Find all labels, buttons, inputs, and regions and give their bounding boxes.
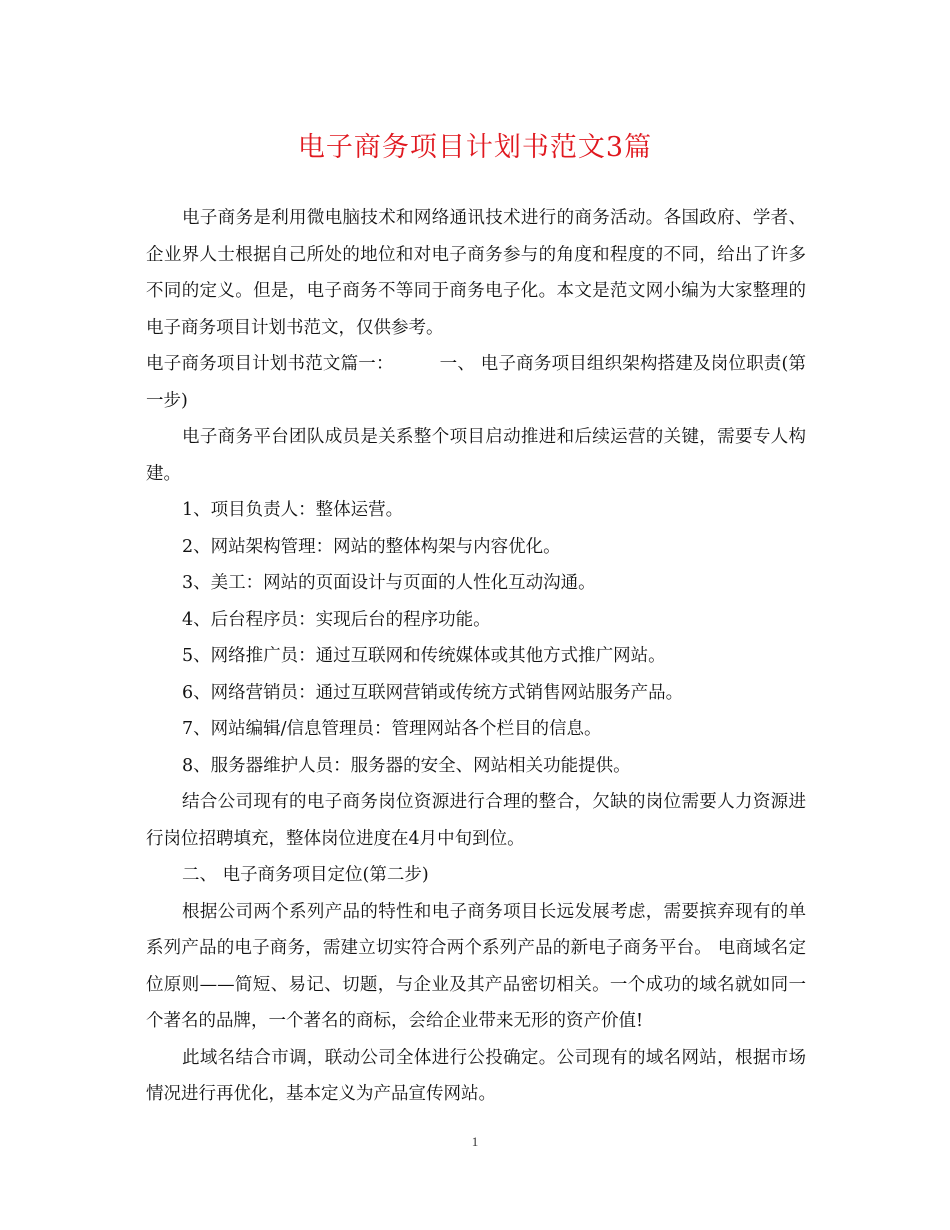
list-item: 2、网站架构管理：网站的整体构架与内容优化。 bbox=[182, 536, 561, 557]
page-number: 1 bbox=[471, 1134, 479, 1149]
section-heading-part-one: 电子商务项目计划书范文篇一： 一、 电子商务项目组织架构搭建及岗位职责(第一步) bbox=[146, 354, 806, 411]
positioning-paragraph: 根据公司两个系列产品的特性和电子商务项目长远发展考虑，需要摈弃现有的单系列产品的电子商务，需建立切实符合两个系列产品的新电子商务平台。 电商域名定位原则——简短、易记、切题，与企业及其产品密切相关。一个成功的域名就如同一个著名的品牌，一个著名的商标，会给企业带来无形的资产价值! bbox=[146, 901, 806, 1031]
list-item: 4、后台程序员：实现后台的程序功能。 bbox=[182, 609, 491, 630]
list-item: 1、项目负责人：整体运营。 bbox=[182, 500, 404, 520]
document-title: 电子商务项目计划书范文3篇 bbox=[297, 132, 653, 163]
list-item: 7、网站编辑/信息管理员：管理网站各个栏目的信息。 bbox=[182, 719, 602, 739]
section-heading-part-two: 二、 电子商务项目定位(第二步) bbox=[182, 865, 429, 885]
domain-paragraph: 此域名结合市调，联动公司全体进行公投确定。公司现有的域名网站，根据市场情况进行再优化，基本定义为产品宣传网站。 bbox=[146, 1047, 806, 1104]
document-body bbox=[146, 200, 806, 1113]
staffing-paragraph: 结合公司现有的电子商务岗位资源进行合理的整合，欠缺的岗位需要人力资源进行岗位招聘填充，整体岗位进度在4月中旬到位。 bbox=[146, 792, 806, 849]
list-item: 6、网络营销员：通过互联网营销或传统方式销售网站服务产品。 bbox=[182, 682, 684, 703]
intro-paragraph: 电子商务是利用微电脑技术和网络通讯技术进行的商务活动。各国政府、学者、企业界人士根据自己所处的地位和对电子商务参与的角度和程度的不同，给出了许多不同的定义。但是，电子商务不等同于商务电子化。本文是范文网小编为大家整理的电子商务项目计划书范文，仅供参考。 bbox=[146, 208, 806, 338]
list-item: 5、网络推广员：通过互联网和传统媒体或其他方式推广网站。 bbox=[182, 646, 666, 666]
list-item: 3、美工：网站的页面设计与页面的人性化互动沟通。 bbox=[182, 573, 596, 593]
team-paragraph: 电子商务平台团队成员是关系整个项目启动推进和后续运营的关键，需要专人构建。 bbox=[146, 427, 806, 484]
list-item: 8、服务器维护人员：服务器的安全、网站相关功能提供。 bbox=[182, 755, 631, 776]
